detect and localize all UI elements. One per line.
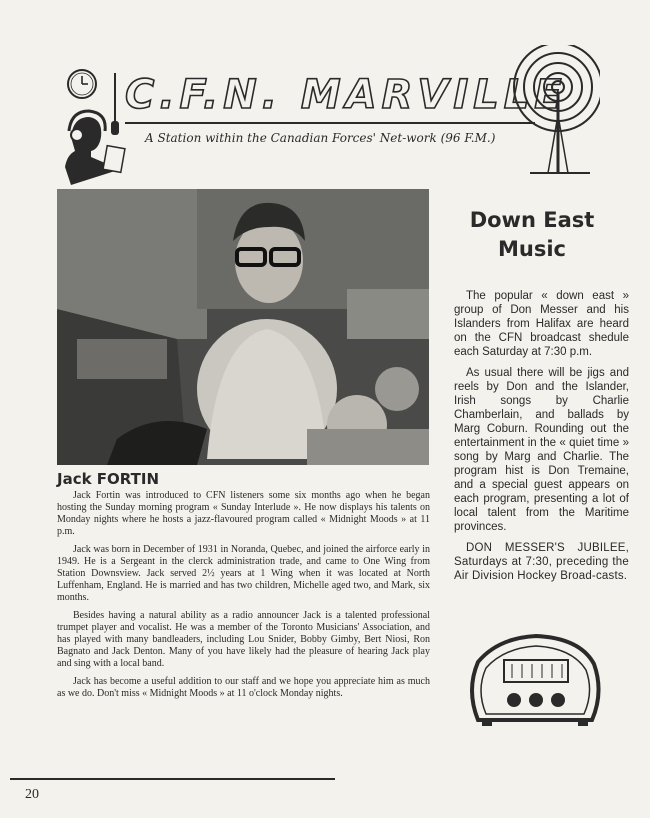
masthead — [55, 45, 600, 185]
announcer-photo — [57, 189, 429, 465]
article-body — [57, 490, 430, 706]
article-paragraph: Besides having a natural ability as a radio announcer Jack is a talented professional trumpet player and vocalist. He was a member of the Toronto Musicians' Association, and has played with many bandleaders, including Lou Snider, Bobby Gimby, Bert Niosi, Ron Bagnato and Jack Denton. Many of you have likely had the pleasure of hearing Jack play and sing with a local band. — [57, 610, 430, 669]
article-paragraph: Jack was born in December of 1931 in Noranda, Quebec, and joined the airforce early in 1949. He is a Sergeant in the clerck administration trade, and came to One Wing from Station Downsview. Jack served 2½ years at 1 Wing when it was located at North Luffenham, England. He is married and has two children, Michelle aged two, and Mark, six months. — [57, 544, 430, 603]
masthead-title: C.F.N. MARVILLE — [125, 72, 567, 118]
sidebar-title-line-2: Music — [498, 237, 566, 261]
article-title: Jack FORTIN — [57, 470, 160, 488]
masthead-tagline: A Station within the Canadian Forces' Net-work (96 F.M.) — [145, 131, 496, 145]
sidebar-paragraph: The popular « down east » group of Don Messer and his Islanders from Halifax are heard on the CFN broadcast shedule each Saturday at 7:30 p.m. — [454, 290, 629, 358]
footer-rule — [10, 778, 335, 780]
radio-icon — [464, 630, 604, 728]
article-paragraph: Jack has become a useful addition to our staff and we hope you appreciate him as much as we do. Don't miss « Midnight Moods » at 11 o'clock Monday nights. — [57, 676, 430, 699]
announcer-illustration — [61, 107, 131, 185]
sidebar-paragraph: DON MESSER'S JUBILEE, Saturdays at 7:30, preceding the Air Division Hockey Broad-casts. — [454, 542, 629, 582]
sidebar-title-line-1: Down East — [469, 208, 595, 232]
page-number: 20 — [25, 787, 39, 802]
radio-tower-waves-icon — [510, 45, 600, 185]
sidebar-title — [437, 206, 627, 264]
sidebar-paragraph: As usual there will be jigs and reels by Don and the Islander, Irish songs by Charlie Chamberlain, and ballads by Marg Coburn. Rounding out the entertainment in the « quiet time » song by Marg and Charlie. The program hist is Don Tremaine, and a special guest appears on each program, presenting a lot of local talent from the Maritime provinces. — [454, 367, 629, 533]
sidebar-body — [454, 289, 629, 590]
clock-icon — [65, 67, 99, 101]
article-paragraph: Jack Fortin was introduced to CFN listeners some six months ago when he began hosting the Sunday morning program « Sunday Interlude ». He now displays his talents on Monday nights where he hosts a jazz-flavoured program called « Midnight Moods » at 11 p.m. — [57, 490, 430, 537]
masthead-rule — [125, 122, 535, 124]
